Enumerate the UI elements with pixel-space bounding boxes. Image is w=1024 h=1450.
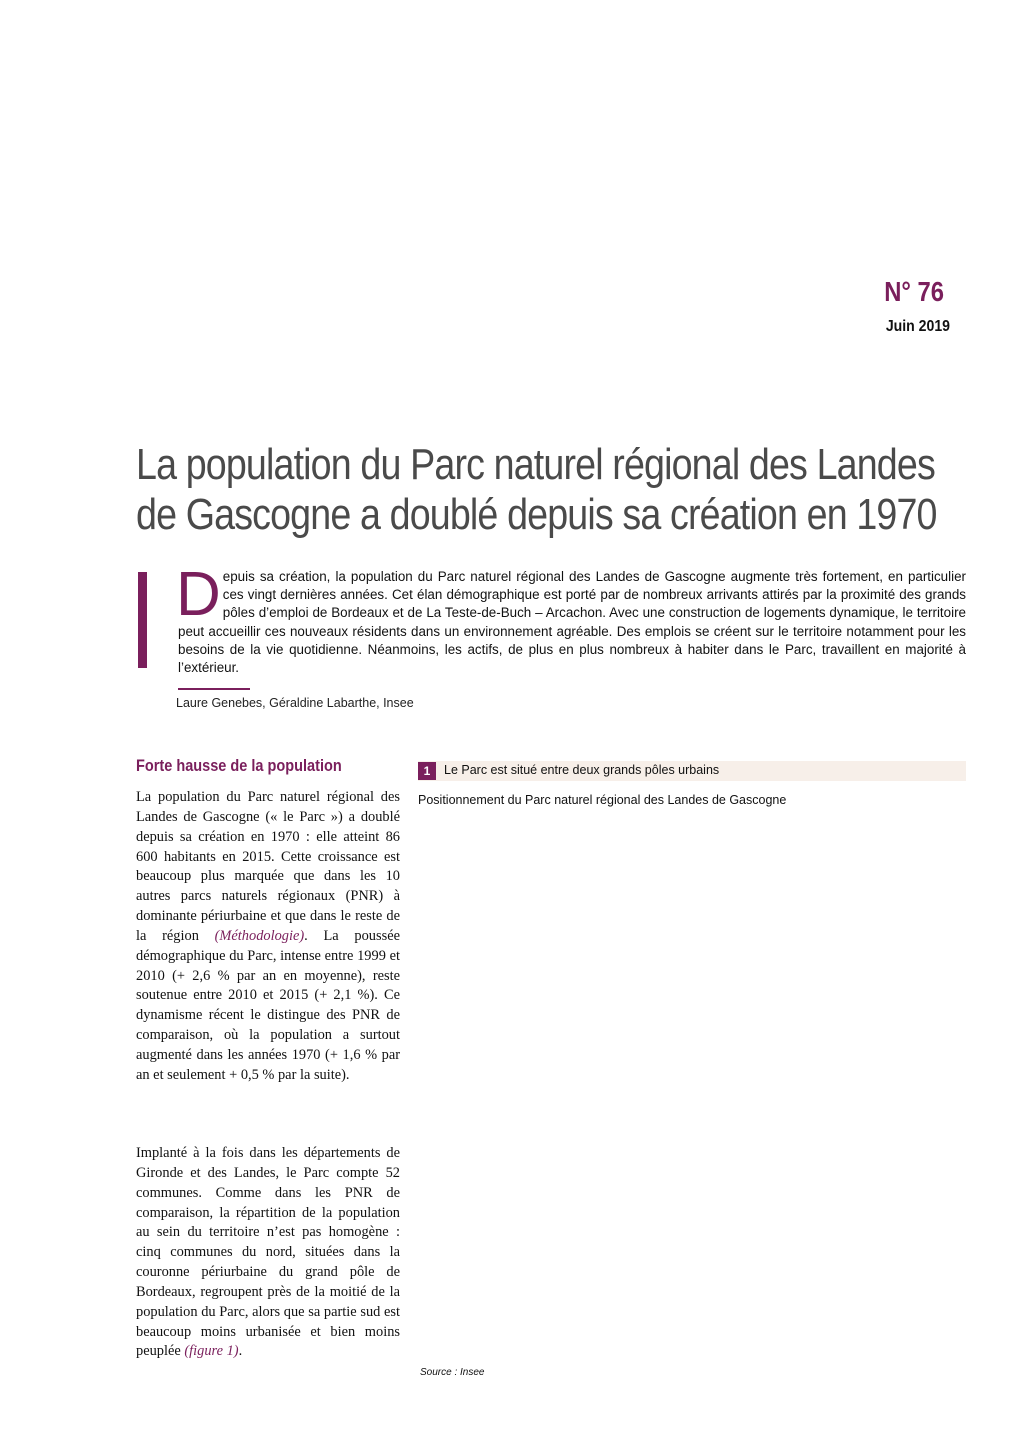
intro-paragraph (176, 560, 966, 677)
figure-title: Le Parc est situé entre deux grands pôles urbains (444, 763, 720, 777)
intro-text: epuis sa création, la population du Parc naturel régional des Landes de Gascogne augmente très fortement, en particulier ces vingt dernières années. Cet élan démographique est porté par de nombreux arrivants attirés par la proximité des grands pôles d’emploi de Bordeaux et de La Teste-de-Buch – Arcachon. Avec une construction de logements dynamique, le territoire peut accueillir ces nouveaux résidents dans un environnement agréable. Des emplois se créent sur le territoire notamment pour les besoins de la vie quotidienne. Néanmoins, les actifs, de plus en plus nombreux à habiter dans le Parc, travaillent en majorité à l’extérieur. (178, 569, 966, 676)
intro-accent-bar (138, 572, 147, 668)
issue-number: N° 76 (884, 276, 944, 307)
figure-1-link[interactable]: (figure 1) (184, 1343, 239, 1360)
figure-subtitle: Positionnement du Parc naturel régional des Landes de Gascogne (418, 793, 787, 807)
methodology-link[interactable]: (Méthodologie) (214, 927, 305, 944)
figure-header (418, 761, 966, 781)
author-line: Laure Genebes, Géraldine Labarthe, Insee (176, 696, 414, 710)
paragraph-2-text-end: . (238, 1343, 243, 1360)
intro-dropcap: D (176, 560, 221, 629)
body-paragraph-1 (136, 788, 400, 1086)
issue-date: Juin 2019 (885, 318, 950, 335)
paragraph-2-text-start: Implanté à la fois dans les départements de Gironde et des Landes, le Parc compte 52 communes. Comme dans les PNR de comparaison, la répartition de la population au sein du territoire n’est pas homogène : cinq communes du nord, situées dans la couronne périurbaine du grand pôle de Bordeaux, regroupent près de la moitié de la population du Parc, alors que sa partie sud est beaucoup moins urbanisée et bien moins peuplée (136, 1145, 400, 1360)
figure-number-badge: 1 (418, 762, 436, 780)
body-paragraph-2 (136, 1144, 400, 1362)
paragraph-1-text-end: . La poussée démographique du Parc, intense entre 1999 et 2010 (+ 2,6 % par an en moyenne), reste soutenue entre 2010 et 2015 (+ 2,1 %). Ce dynamisme récent le distingue des PNR de comparaison, où la population a surtout augmenté dans les années 1970 (+ 1,6 % par an et seulement + 0,5 % par la suite). (136, 927, 400, 1083)
article-title: La population du Parc naturel régional des Landes de Gascogne a doublé depuis sa création en 1970 (136, 440, 937, 539)
figure-source: Source : Insee (420, 1367, 485, 1378)
paragraph-1-text-start: La population du Parc naturel régional des Landes de Gascogne (« le Parc ») a doublé depuis sa création en 1970 : elle atteint 86 600 habitants en 2015. Cette croissance est beaucoup plus marquée que dans les 10 autres parcs naturels régionaux (PNR) à dominante périurbaine et que dans le reste de la région (136, 789, 400, 944)
section-heading: Forte hausse de la population (136, 757, 342, 775)
author-divider (178, 688, 250, 690)
